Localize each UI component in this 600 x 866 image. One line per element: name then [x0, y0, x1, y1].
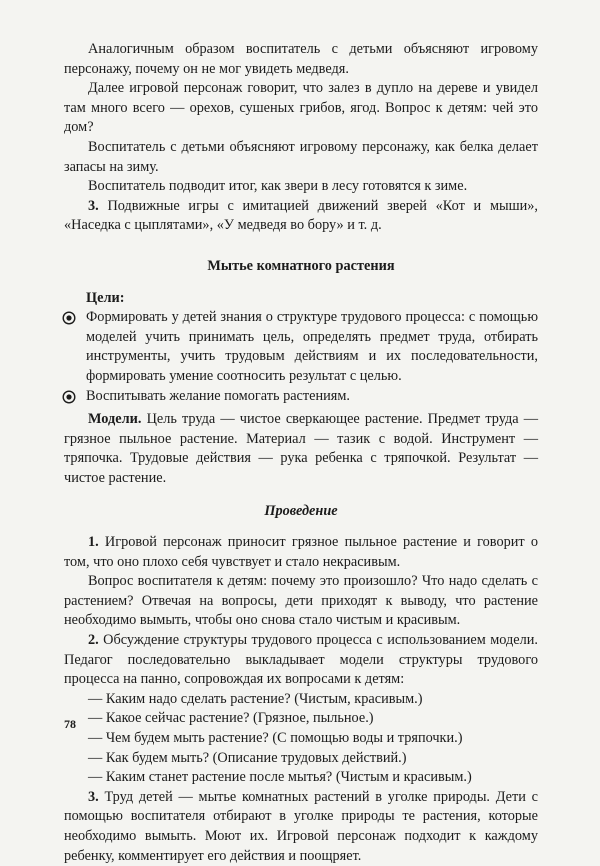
paragraph	[64, 631, 538, 690]
goals-list	[64, 308, 538, 410]
procedure-section	[64, 533, 538, 866]
item-text: Обсуждение структуры трудового процесса с использованием модели. Педагог последовательно выкладывает модели структуры трудового процесса на панно, сопровождая их вопросами к детям:	[64, 632, 538, 688]
target-bullet-icon	[62, 308, 86, 332]
paragraph: Вопрос воспитателя к детям: почему это произошло? Что надо сделать с растением? Отвечая на вопросы, дети приходят к выводу, что растение необходимо вымыть, чтобы оно снова стало чистым и красивым.	[64, 573, 538, 629]
section-title: Мытье комнатного растения	[207, 257, 395, 274]
paragraph	[64, 533, 538, 572]
dialog-line: — Каким надо сделать растение? (Чистым, красивым.)	[88, 690, 423, 707]
goal-text: Воспитывать желание помогать растениям.	[86, 387, 350, 404]
item-number: 3.	[88, 788, 99, 805]
goals-title: Цели:	[86, 289, 125, 306]
goal-item	[64, 387, 538, 411]
paragraph	[64, 788, 538, 866]
item-number: 1.	[88, 534, 99, 551]
dialog-line: — Как будем мыть? (Описание трудовых действий.)	[88, 749, 407, 766]
goal-text: Формировать у детей знания о структуре трудового процесса: с помощью моделей учить принимать цель, определять предмет труда, отбирать инструменты, учить трудовым действиям и их последовательности, формировать умение соотносить результат с целью.	[86, 309, 538, 384]
paragraph: Воспитатель с детьми объясняют игровому персонажу, как белка делает запасы на зиму.	[64, 138, 538, 175]
dialog-line: — Чем будем мыть растение? (С помощью воды и тряпочки.)	[88, 730, 463, 746]
item-number: 2.	[88, 632, 99, 649]
item-text: Игровой персонаж приносит грязное пыльное растение и говорит о том, что оно плохо себя чувствует и стало некрасивым.	[64, 534, 538, 570]
target-bullet-icon	[62, 387, 86, 411]
dialog-line: — Какое сейчас растение? (Грязное, пыльное.)	[88, 710, 374, 727]
item-number: 3.	[88, 197, 99, 214]
item-text: Подвижные игры с имитацией движений зверей «Кот и мыши», «Наседка с цыплятами», «У медведя во бору» и т. д.	[64, 197, 538, 234]
paragraph: Далее игровой персонаж говорит, что залез в дупло на дереве и увидел там много всего — орехов, сушеных грибов, ягод. Вопрос к детям: чей это дом?	[64, 80, 538, 136]
goal-item	[64, 308, 538, 386]
intro-section	[64, 40, 538, 236]
paragraph: Воспитатель подводит итог, как звери в лесу готовятся к зиме.	[88, 178, 468, 195]
page-number: 78	[64, 717, 76, 731]
item-text: Труд детей — мытье комнатных растений в уголке природы. Дети с помощью воспитателя отбирают в уголке природы те растения, которые необходимо вымыть. Моют их. Игровой персонаж подходит к каждому ребенку, комментирует его действия и поощряет.	[64, 788, 538, 864]
paragraph	[64, 197, 538, 236]
models-text: Цель труда — чистое сверкающее растение. Предмет труда — грязное пыльное растение. Материал — тазик с водой. Инструмент — тряпочка. Трудовые действия — рука ребенка с тряпочкой. Результат — чистое растение.	[64, 411, 538, 486]
dialog-line: — Каким станет растение после мытья? (Чистым и красивым.)	[88, 769, 472, 786]
models-paragraph	[64, 410, 538, 488]
paragraph: Аналогичным образом воспитатель с детьми объясняют игровому персонажу, почему он не мог увидеть медведя.	[64, 41, 538, 77]
procedure-title: Проведение	[264, 503, 338, 520]
models-label: Модели.	[88, 411, 142, 428]
